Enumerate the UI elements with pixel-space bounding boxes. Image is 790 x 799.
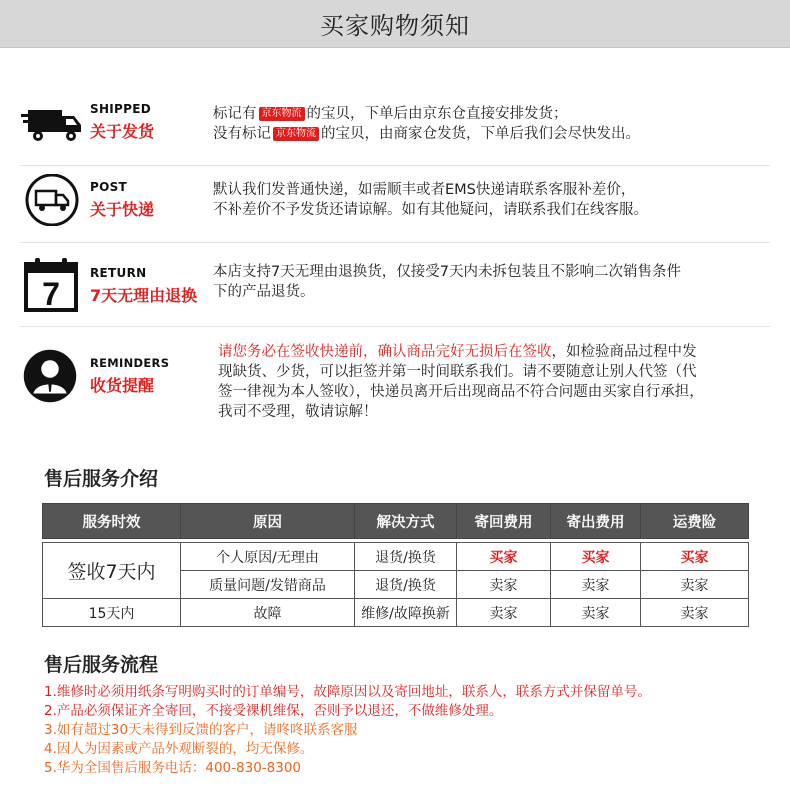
- notice-line: 签一律视为本人签收），快递员离开后出现商品不符合问题由买家自行承担，: [218, 384, 704, 400]
- table-header-row: [43, 504, 749, 539]
- calendar-7-icon: [22, 256, 86, 312]
- cell-solution: 退货/换货: [355, 571, 457, 599]
- jd-logistics-tag: 京东物流: [259, 107, 305, 121]
- cell-period: 签收7天内: [43, 543, 181, 599]
- notice-line: [213, 124, 758, 144]
- table-row: [43, 599, 749, 627]
- header-insurance: 运费险: [641, 504, 749, 539]
- notice-zh-label: 关于快递: [90, 200, 155, 219]
- notice-body: [213, 180, 758, 220]
- line-text: 的宝贝，由商家仓发货，下单后我们会尽快发出。: [321, 126, 640, 142]
- after-sales-title: 售后服务介绍: [44, 468, 159, 490]
- cell-return-fee: 卖家: [457, 599, 551, 627]
- notice-line: 不补差价不予发货还请谅解。如有其他疑问，请联系我们在线客服。: [213, 202, 648, 218]
- line-text: 的宝贝，下单后由京东仓直接安排发货；: [306, 106, 568, 122]
- jd-logistics-tag: 京东物流: [273, 127, 319, 141]
- process-item: 4.因人为因素或产品外观断裂的，均无保修。: [44, 741, 314, 757]
- notice-en-label: RETURN: [90, 266, 147, 280]
- notice-return: [0, 256, 790, 316]
- header-return-fee: 寄回费用: [457, 504, 551, 539]
- line-text: 标记有: [213, 106, 257, 122]
- warning-text: 请您务必在签收快递前，确认商品完好无损后在签收: [218, 344, 552, 360]
- header-reason: 原因: [181, 504, 355, 539]
- delivery-truck-icon: [24, 174, 88, 226]
- divider: [20, 326, 770, 327]
- notice-line: [213, 104, 758, 124]
- process-item: 3.如有超过30天未得到反馈的客户，请咚咚联系客服: [44, 722, 358, 738]
- notice-zh-label: 7天无理由退换: [90, 286, 198, 305]
- notice-line: 下的产品退货。: [213, 284, 315, 300]
- cell-insurance: 卖家: [641, 599, 749, 627]
- cell-send-fee: 买家: [551, 543, 641, 571]
- notice-reminders: [0, 340, 790, 422]
- cell-insurance: 买家: [641, 543, 749, 571]
- cell-solution: 退货/换货: [355, 543, 457, 571]
- cell-reason: 故障: [181, 599, 355, 627]
- table-row: [43, 543, 749, 571]
- notice-body: [213, 104, 758, 144]
- user-avatar-icon: [22, 348, 78, 404]
- notice-body: [213, 262, 758, 302]
- after-sales-table: [42, 503, 748, 627]
- notice-zh-label: 收货提醒: [90, 376, 155, 395]
- line-text: ，如检验商品过程中发: [551, 344, 697, 360]
- cell-reason: 个人原因/无理由: [181, 543, 355, 571]
- cell-insurance: 卖家: [641, 571, 749, 599]
- cell-period: 15天内: [43, 599, 181, 627]
- notice-line: 我司不受理，敬请谅解！: [218, 404, 378, 420]
- cell-send-fee: 卖家: [551, 599, 641, 627]
- line-text: 没有标记: [213, 126, 271, 142]
- cell-send-fee: 卖家: [551, 571, 641, 599]
- notice-post: [0, 174, 790, 234]
- notice-en-label: SHIPPED: [90, 102, 151, 116]
- divider: [20, 242, 770, 243]
- process-list: [44, 683, 651, 778]
- notice-heading: [90, 180, 154, 220]
- process-item: 1.维修时必须用纸条写明购买时的订单编号，故障原因以及寄回地址，联系人，联系方式并保留单号。: [44, 684, 651, 700]
- process-item: 2.产品必须保证齐全寄回，不接受裸机维保，否则予以退还，不做维修处理。: [44, 703, 503, 719]
- notice-shipped: [0, 98, 790, 158]
- header-period: 服务时效: [43, 504, 181, 539]
- notice-zh-label: 关于发货: [90, 122, 155, 141]
- process-title: 售后服务流程: [44, 654, 159, 676]
- cell-solution: 维修/故障换新: [355, 599, 457, 627]
- header-send-fee: 寄出费用: [551, 504, 641, 539]
- cell-return-fee: 买家: [457, 543, 551, 571]
- notice-heading: [90, 266, 197, 306]
- notice-body: [218, 342, 763, 422]
- notice-heading: [90, 356, 169, 396]
- notice-line: 本店支持7天无理由退换货，仅接受7天内未拆包装且不影响二次销售条件: [213, 264, 681, 280]
- truck-icon: [20, 100, 84, 152]
- divider: [20, 165, 770, 166]
- header-solution: 解决方式: [355, 504, 457, 539]
- notice-en-label: REMINDERS: [90, 356, 170, 370]
- cell-return-fee: 卖家: [457, 571, 551, 599]
- banner-title: 买家购物须知: [320, 12, 470, 40]
- process-item: 5.华为全国售后服务电话：400-830-8300: [44, 760, 302, 776]
- notice-line: [218, 342, 763, 362]
- notice-line: 默认我们发普通快递，如需顺丰或者EMS快递请联系客服补差价，: [213, 182, 636, 198]
- cell-reason: 质量问题/发错商品: [181, 571, 355, 599]
- notice-line: 现缺货、少货，可以拒签并第一时间联系我们。请不要随意让别人代签（代: [218, 364, 697, 380]
- notice-en-label: POST: [90, 180, 128, 194]
- top-banner: [0, 0, 790, 48]
- notice-heading: [90, 102, 154, 142]
- calendar-number: 7: [42, 276, 60, 312]
